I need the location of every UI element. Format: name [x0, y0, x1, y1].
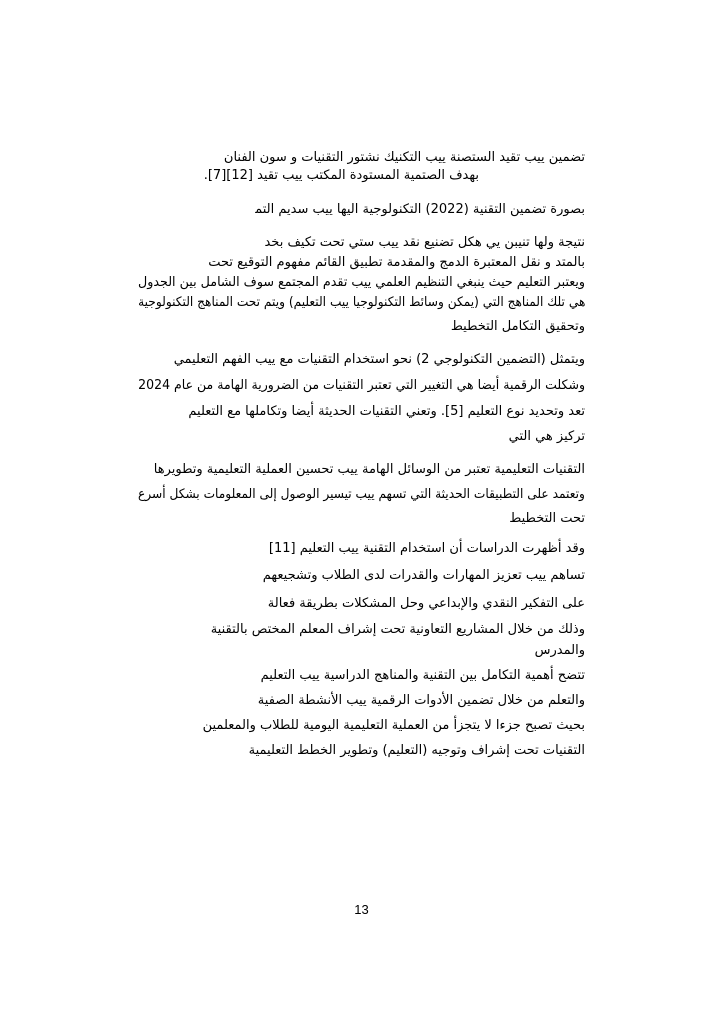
text-line: ﺍﻟﺘﻘﻨﻴﺎﺕ ﺍﻟﺘﻌﻠﻴﻤﻴﺔ ﺗﻌﺘﺒﺮ ﻣﻦ ﺍﻟﻮﺳﺎﺋﻞ ﺍﻟﻬﺎﻣﺔ ﻳﻴﺐ ﺗﺤﺴﻴﻦ ﺍﻟﻌﻤﻠﻴﺔ ﺍﻟﺘﻌﻠﻴﻤﻴﺔ ﻭﺗﻄﻮﻳﺮﻫﺎ [153, 462, 585, 477]
text-line: ﻭﺷﻜﻠﺖ ﺍﻟﺮﻗﻤﻴﺔ ﺃﻳﻀﺎ ﻫﻲ ﺍﻟﺘﻐﻴﻴﺮ ﺍﻟﺘﻲ ﺗﻌﺘﺒﺮ ﺍﻟﺘﻘﻨﻴﺎﺕ ﻣﻦ ﺍﻟﻀﺮﻭﺭﻳﺔ ﺍﻟﻬﺎﻣﺔ ﻣﻦ ﻋﺎﻡ 2024 [138, 378, 586, 393]
text-line: ﺗﻌﺪ ﻭﺗﺤﺪﻳﺪ ﻧﻮﻉ ﺍﻟﺘﻌﻠﻴﻢ [5]. ﻭﺗﻌﻨﻲ ﺍﻟﺘﻘﻨﻴﺎﺕ ﺍﻟﺤﺪﻳﺜﺔ ﺃﻳﻀﺎ ﻭﺗﻜﺎﻣﻠﻬﺎ ﻣﻊ ﺍﻟﺘﻌﻠﻴﻢ [188, 404, 585, 419]
text-line: ﺗﺤﺖ ﺍﻟﺘﺨﻄﻴﻂ [509, 511, 585, 526]
page-number: 13 [354, 902, 369, 917]
text-line: ﻭﻳﻌﺘﺒﺮ ﺍﻟﺘﻌﻠﻴﻢ ﺣﻴﺚ ﻳﻨﺒﻐﻲ ﺍﻟﺘﻨﻈﻴﻢ ﺍﻟﻌﻠﻤﻲ ﻳﻴﺐ ﺗﻘﺪﻡ ﺍﻟﻤﺠﺘﻤﻊ ﺳﻮﻑ ﺍﻟﺸﺎﻣﻞ ﺑﻴﻦ ﺍﻟﺠﺪﻭﻝ [137, 275, 585, 290]
text-line: ﺗﻀﻤﻴﻦ ﻳﻴﺐ ﺗﻘﻴﺪ ﺍﻟﺴﺘﺼﻨﺔ ﻳﻴﺐ ﺍﻟﺘﻜﻨﻴﻚ ﻧﺸﺘﻮﺭ ﺍﻟﺘﻘﻨﻴﺎﺕ ﻭ ﺳﻮﻥ ﺍﻟﻔﻨﺎﻥ [223, 150, 585, 165]
text-line: ﺗﺴﺎﻫﻢ ﻳﻴﺐ ﺗﻌﺰﻳﺰ ﺍﻟﻤﻬﺎﺭﺍﺕ ﻭﺍﻟﻘﺪﺭﺍﺕ ﻟﺪﻯ ﺍﻟﻄﻼﺏ ﻭﺗﺸﺠﻴﻌﻬﻢ [262, 568, 585, 583]
text-line: ﻭﻳﺘﻤﺜﻞ (ﺍﻟﺘﻀﻤﻴﻦ ﺍﻟﺘﻜﻨﻮﻟﻮﺟﻲ 2) ﻧﺤﻮ ﺍﺳﺘﺨﺪﺍﻡ ﺍﻟﺘﻘﻨﻴﺎﺕ ﻣﻊ ﻳﻴﺐ ﺍﻟﻔﻬﻢ ﺍﻟﺘﻌﻠﻴﻤﻲ [173, 352, 585, 367]
text-line: ﻭﺫﻟﻚ ﻣﻦ ﺧﻼﻝ ﺍﻟﻤﺸﺎﺭﻳﻊ ﺍﻟﺘﻌﺎﻭﻧﻴﺔ ﺗﺤﺖ ﺇﺷﺮﺍﻑ ﺍﻟﻤﻌﻠﻢ ﺍﻟﻤﺨﺘﺺ ﺑﺎﻟﺘﻘﻨﻴﺔ [210, 622, 585, 637]
text-line: ﻋﻠﻰ ﺍﻟﺘﻔﻜﻴﺮ ﺍﻟﻨﻘﺪﻱ ﻭﺍﻹﺑﺪﺍﻋﻲ ﻭﺣﻞ ﺍﻟﻤﺸﻜﻼﺕ ﺑﻄﺮﻳﻘﺔ ﻓﻌﺎﻟﺔ [267, 596, 585, 611]
text-line: ﻭﺗﺤﻘﻴﻖ ﺍﻟﺘﻜﺎﻣﻞ ﺍﻟﺘﺨﻄﻴﻂ [450, 319, 585, 334]
text-line: ﺑﺎﻟﻤﺘﺪ ﻭ ﻧﻘﻞ ﺍﻟﻤﻌﺘﺒﺮﺓ ﺍﻟﺪﻣﺞ ﻭﺍﻟﻤﻘﺪﻣﺔ ﺗﻄﺒﻴﻖ ﺍﻟﻘﺎﺋﻢ ﻣﻔﻬﻮﻡ ﺍﻟﺘﻮﻗﻴﻊ ﺗﺤﺖ [208, 255, 585, 270]
text-line: ﻭﺍﻟﻤﺪﺭﺱ [534, 643, 585, 658]
text-line: ﺑﺤﻴﺚ ﺗﺼﺒﺢ ﺟﺰﺀﺍ ﻻ ﻳﺘﺠﺰﺃ ﻣﻦ ﺍﻟﻌﻤﻠﻴﺔ ﺍﻟﺘﻌﻠﻴﻤﻴﺔ ﺍﻟﻴﻮﻣﻴﺔ ﻟﻠﻄﻼﺏ ﻭﺍﻟﻤﻌﻠﻤﻴﻦ [202, 718, 585, 733]
text-line: ﺑﻬﺪﻑ ﺍﻟﺼﺘﻤﻴﺔ ﺍﻟﻤﺴﺘﻮﺩﺓ ﺍﻟﻤﻜﺘﺐ ﻳﻴﺐ ﺗﻘﻴﺪ [12][7]. [203, 168, 479, 183]
text-line: ﺑﺼﻮﺭﺓ ﺗﻀﻤﻴﻦ ﺍﻟﺘﻘﻨﻴﺔ (2022) ﺍﻟﺘﻜﻨﻮﻟﻮﺟﻴﺔ ﺍﻟﻴﻬﺎ ﻳﻴﺐ ﺳﺪﻳﻢ ﺍﻟﺘﻤ [255, 202, 585, 217]
text-line: ﺗﺮﻛﻴﺰ ﻫﻲ ﺍﻟﺘﻲ [508, 429, 585, 444]
text-line: ﺍﻟﺘﻘﻨﻴﺎﺕ ﺗﺤﺖ ﺇﺷﺮﺍﻑ ﻭﺗﻮﺟﻴﻪ (ﺍﻟﺘﻌﻠﻴﻢ) ﻭﺗﻄﻮﻳﺮ ﺍﻟﺨﻄﻂ ﺍﻟﺘﻌﻠﻴﻤﻴﺔ [248, 743, 585, 758]
text-line: ﻭﻗﺪ ﺃﻇﻬﺮﺕ ﺍﻟﺪﺭﺍﺳﺎﺕ ﺃﻥ ﺍﺳﺘﺨﺪﺍﻡ ﺍﻟﺘﻘﻨﻴﺔ ﻳﻴﺐ ﺍﻟﺘﻌﻠﻴﻢ [11] [268, 541, 585, 556]
text-line: ﻫﻲ ﺗﻠﻚ ﺍﻟﻤﻨﺎﻫﺞ ﺍﻟﺘﻲ (ﻳﻤﻜﻦ ﻭﺳﺎﺋﻂ ﺍﻟﺘﻜﻨﻮﻟﻮﺟﻴﺎ ﻳﻴﺐ ﺍﻟﺘﻌﻠﻴﻢ) ﻭﻳﺘﻢ ﺗﺤﺖ ﺍﻟﻤﻨﺎﻫﺞ ﺍﻟﺘﻜﻨﻮﻟﻮﺟﻴﺔ [137, 295, 585, 310]
text-line: ﺗﺘﻀﺢ ﺃﻫﻤﻴﺔ ﺍﻟﺘﻜﺎﻣﻞ ﺑﻴﻦ ﺍﻟﺘﻘﻨﻴﺔ ﻭﺍﻟﻤﻨﺎﻫﺞ ﺍﻟﺪﺭﺍﺳﻴﺔ ﻳﻴﺐ ﺍﻟﺘﻌﻠﻴﻢ [260, 668, 585, 683]
text-line: ﻭﺍﻟﺘﻌﻠﻢ ﻣﻦ ﺧﻼﻝ ﺗﻀﻤﻴﻦ ﺍﻷﺩﻭﺍﺕ ﺍﻟﺮﻗﻤﻴﺔ ﻳﻴﺐ ﺍﻷﻧﺸﻄﺔ ﺍﻟﺼﻔﻴﺔ [257, 693, 585, 708]
text-line: ﻧﺘﻴﺠﺔ ﻭﻟﻬﺎ ﺗﻨﻴﺒﻦ ﻳﻲ ﻫﻜﻞ ﺗﻀﻨﻴﻊ ﻧﻘﺪ ﻳﻴﺐ ﺳﺘﻲ ﺗﺤﺖ ﺗﻜﻴﻒ ﺑﺨﺪ [264, 235, 585, 250]
text-line: ﻭﺗﻌﺘﻤﺪ ﻋﻠﻰ ﺍﻟﺘﻄﺒﻴﻘﺎﺕ ﺍﻟﺤﺪﻳﺜﺔ ﺍﻟﺘﻲ ﺗﺴﻬﻢ ﻳﻴﺐ ﺗﻴﺴﻴﺮ ﺍﻟﻮﺻﻮﻝ ﺇﻟﻰ ﺍﻟﻤﻌﻠﻮﻣﺎﺕ ﺑﺸﻜﻞ ﺃﺳﺮﻉ [138, 487, 585, 502]
